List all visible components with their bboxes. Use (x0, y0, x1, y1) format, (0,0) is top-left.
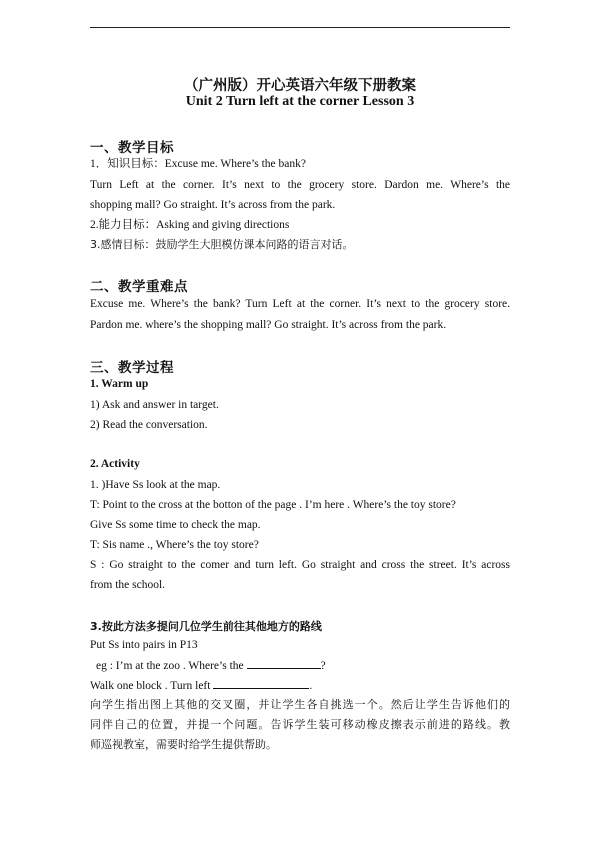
activity-heading: 2. Activity (90, 458, 140, 470)
objective-ability: 2.能力目标：Asking and giving directions (90, 219, 290, 231)
header-rule (90, 27, 510, 28)
objective-knowledge-continued-2: shopping mall? Go straight. It’s across from the park. (90, 199, 336, 211)
activity-line: T: Sis name ., Where’s the toy store? (90, 539, 259, 551)
section-heading-key-points: 二、教学重难点 (90, 279, 188, 295)
document-subtitle: Unit 2 Turn left at the corner Lesson 3 (185, 94, 415, 109)
practice-pairs: Put Ss into pairs in P13 (90, 639, 198, 651)
practice-walk-text: Walk one block . Turn left (90, 680, 211, 692)
practice-example-text: eg : I’m at the zoo . Where’s the (96, 660, 244, 672)
section-heading-objectives: 一、教学目标 (90, 140, 174, 156)
fill-in-blank (213, 678, 309, 689)
practice-example (96, 658, 516, 673)
activity-line: Give Ss some time to check the map. (90, 519, 261, 531)
document-title: （广州版）开心英语六年级下册教案 (184, 77, 416, 94)
practice-walk-end: . (309, 680, 313, 692)
activity-line: 1. )Have Ss look at the map. (90, 479, 221, 491)
practice-instruction-line: 同伴自己的位置，并提一个问题。告诉学生装可移动橡皮擦表示前进的路线。教 (90, 718, 510, 731)
objective-knowledge-continued: Turn Left at the corner. It’s next to the grocery store. Dardon me. Where’s the (90, 179, 510, 191)
warmup-item: 2) Read the conversation. (90, 419, 208, 431)
warmup-heading: 1. Warm up (90, 378, 149, 390)
key-points-line-2: Pardon me. where’s the shopping mall? Go straight. It’s across from the park. (90, 319, 447, 331)
fill-in-blank (247, 658, 321, 669)
practice-instruction-line: 师巡视教室，需要时给学生提供帮助。 (90, 738, 277, 751)
activity-line: from the school. (90, 579, 166, 591)
practice-heading: 3.按此方法多提问几位学生前往其他地方的路线 (90, 620, 322, 633)
key-points-line-1: Excuse me. Where’s the bank? Turn Left at the corner. It’s next to the grocery store. (90, 298, 510, 310)
section-heading-process: 三、教学过程 (90, 360, 174, 376)
practice-example-end: ? (320, 660, 326, 672)
practice-walk (90, 678, 510, 693)
warmup-item: 1) Ask and answer in target. (90, 399, 219, 411)
activity-line: T: Point to the cross at the botton of the page . I’m here . Where’s the toy store? (90, 499, 456, 511)
practice-instruction-line: 向学生指出图上其他的交叉圈，并让学生各自挑选一个。然后让学生告诉他们的 (90, 698, 510, 711)
activity-line: S : Go straight to the comer and turn left. Go straight and cross the street. It’s across (90, 559, 510, 571)
objective-emotion: 3.感情目标：鼓励学生大胆模仿课本问路的语言对话。 (90, 238, 354, 251)
objective-knowledge: 1．知识目标：Excuse me. Where’s the bank? (90, 158, 306, 170)
